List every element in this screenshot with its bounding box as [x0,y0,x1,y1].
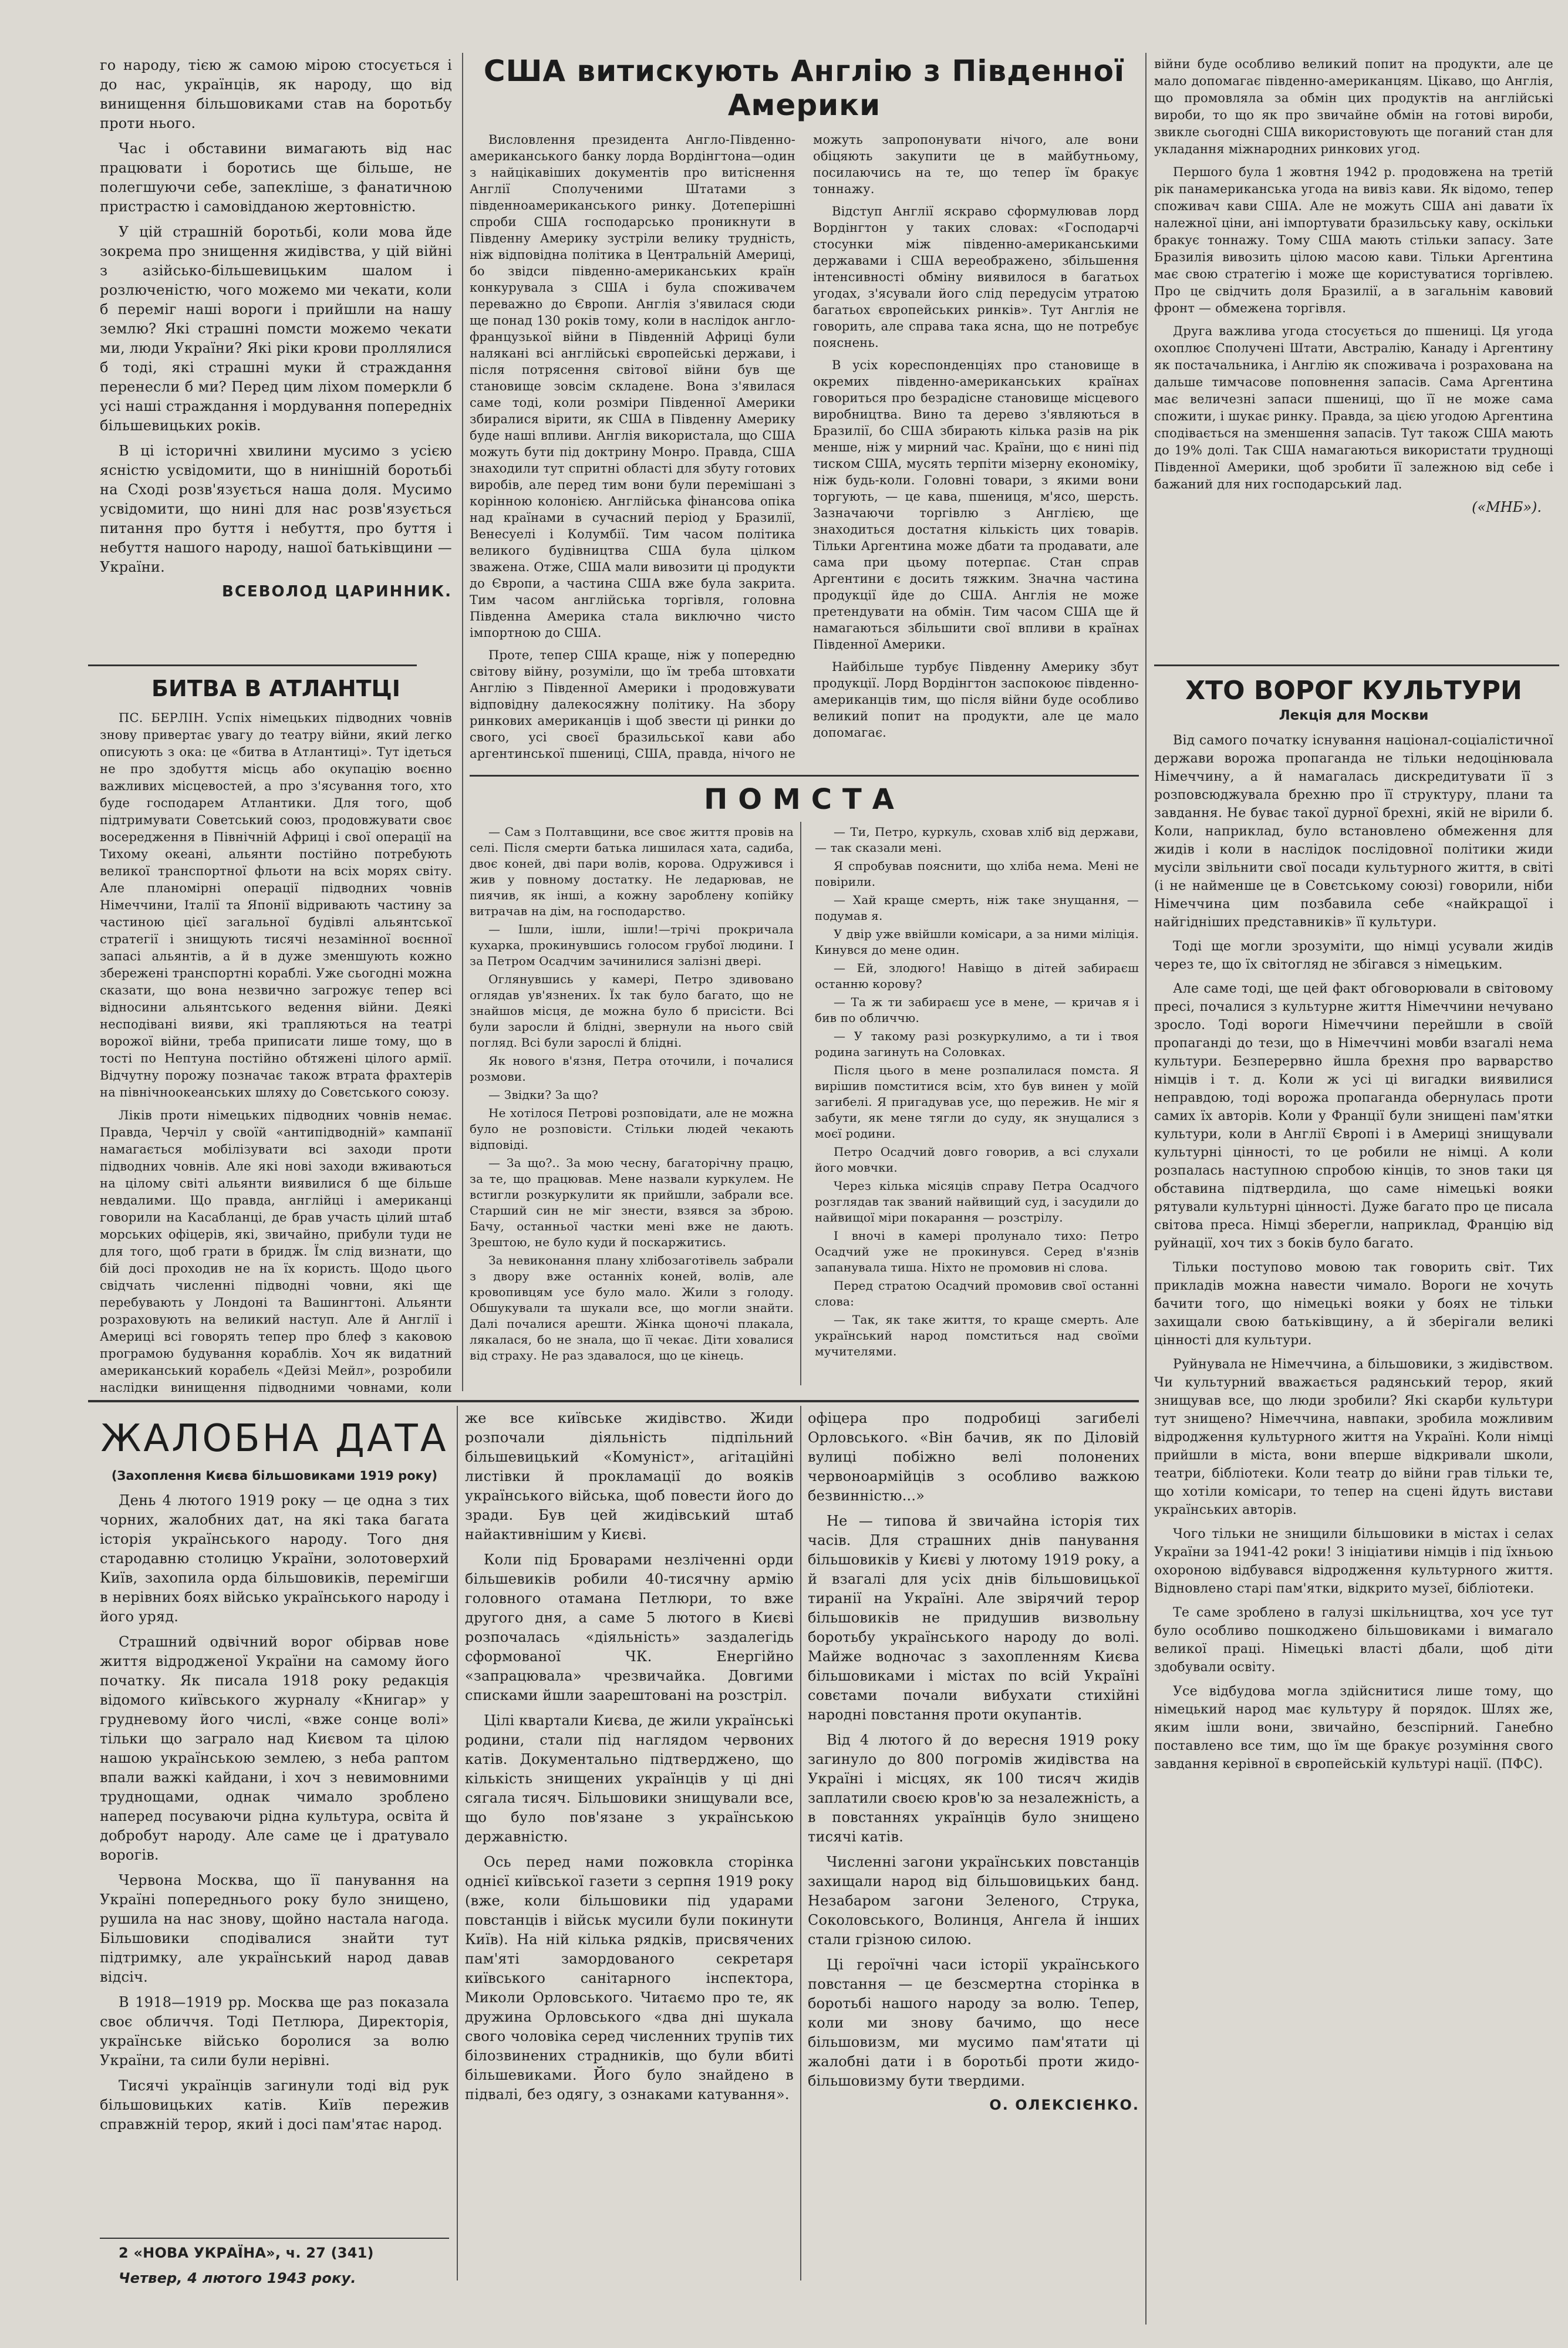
paragraph: Від самого початку існування націонал-соціалістичної держави ворожа пропаганда не тільки недоцінювала Німеччину, а й намагалась дискредитувати її з розповсюджувала брехню про її структуру, плани та завдання. Не буває такої дурної брехні, якій не вірили б. Коли, наприклад, було встановлено обмеження для жидів і коли в наслідок послідовної політики жиди мусіли звільнити свої посади культурного життя, в світі (і не найменше це в Совєтському союзі) говорили, ніби Німеччина цим позбавила себе «найкращої і найгідніших представників» її культури. [1154,733,1553,930]
footer-rule [100,2238,449,2239]
column-rule [462,53,463,1391]
article-title: ПОМСТА [704,783,905,816]
paragraph: — Ей, злодюго! Навіщо в дітей забираєш останню корову? [815,961,1139,991]
article-culture [1154,672,1553,2322]
paragraph: Тоді ще могли зрозуміти, що німці усували жидів через те, що їх світогляд не збігався з німецьким. [1154,939,1553,972]
paragraph: Найбільше турбує Південну Америку збут продукції. Лорд Вордінгтон заспокоює південно-американців тим, що після війни буде особливо великий попит на продукти, але це мало допомагає. [813,660,1139,740]
article-usa [470,53,1139,769]
paragraph: — Сам з Полтавщини, все своє життя провів на селі. Після смерти батька лишилася хата, садиба, двоє коней, дві пари волів, корова. Одружився і жив у повному достатку. Не ледарював, не пиячив, як інші, а кожну зароблену копійку витрачав на дім, на господарство. [470,825,794,918]
paragraph: Червона Москва, що її панування на Україні попереднього року було знищено, рушила на нас знову, щойно настала нагода. Більшовики сподівалися знайти тут підтримку, але український народ давав відсіч. [100,1872,449,1985]
paragraph: Як нового в'язня, Петра оточили, і почалися розмови. [470,1054,794,1084]
article-title: ХТО ВОРОГ КУЛЬТУРИ [1185,676,1522,706]
article-mournful-date-continued [465,1409,794,2278]
section-rule [88,1400,1139,1402]
column-rule [800,1406,801,2280]
paragraph: Ліків проти німецьких підводних човнів немає. Правда, Черчіл у своїй «антипідводній» кампанії намагається мобілізувати всі заходи проти підводних човнів. Але які нові заходи вживаються на цілому світі альянти виявилися б ще більше невдалими. Що правда, англійці і американці говорили на Касабланці, де брав участь цілий штаб морських офіцерів, які, звичайно, прибули туди не для того, щоб грати в бридж. Їм слід визнати, що бій досі проходив не на їх користь. Щодо цього свідчать численні підводні човни, які ще перебувають у Лондоні та Вашингтоні. Альянти розраховують на великий наступ. Але й Англії і Америці всі говорять тепер про блеф з каковою програмою будування кораблів. Хоч як видатний американський корабель «Дейзі Мейл», розробили наслідки винищення підводними човнами, коли [100,1108,452,1394]
paragraph: В усіх кореспонденціях про становище в окремих південно-американських країнах говориться про безрадісне становище місцевого виробництва. Вино та дерево з'являються в Бразилії, бо США збирають кілька разів на рік менше, ніж у мирний час. Країни, що є нині під тиском США, мусять терпіти мізерну економіку, ніж будь-коли. Головні товари, з якими вони торгують, — це кава, пшениця, м'ясо, шерсть. Зазначаючи торгівлю з Англією, ще знаходиться достатня кількість цих товарів. Тільки Аргентина може дбати та продавати, але сама при цьому потерпає. Стан справ Аргентини є досить тяжким. Значна частина продукції йде до США. Англія не може претендувати на обмін. Тим часом США ще й намагаються збільшити свої впливи в країнах Південної Америки. [813,358,1139,652]
paragraph: го народу, тією ж самою мірою стосується і до нас, українців, як народу, що від винищення більшовиками став на боротьбу проти нього. [100,57,452,131]
article-usa-continued [1154,56,1553,660]
paragraph: Чого тільки не знищили більшовики в містах і селах України за 1941-42 роки! З ініціативи німців і під їхньою охороною відбувався відродження культурного життя. Відновлено старі пам'ятки, відкрито музеї, бібліотеки. [1154,1527,1553,1596]
article-battle-atlantic [100,672,452,1394]
article-subtitle: Лекція для Москви [1279,708,1429,723]
author-byline: ВСЕВОЛОД ЦАРИННИК. [222,583,452,601]
article-title: США витискують Англію з Південної Америки [483,54,1125,122]
section-rule [88,664,417,666]
paragraph: У двір уже ввійшли комісари, а за ними міліція. Кинувся до мене один. [815,927,1139,957]
paragraph: Численні загони українських повстанців захищали народ від більшовицьких банд. Незабаром загони Зеленого, Струка, Соколовського, Волинця, Ангела й інших стали грізною силою. [808,1854,1139,1948]
paragraph: ПС. БЕРЛІН. Успіх німецьких підводних човнів знову привертає увагу до театру війни, який легко описують з ока: це «битва в Атлантиці». Тут ідеться не про здобуття місць або окупацію воєнно важливих місцевостей, а про з'ясування того, хто буде господарем Атлантики. Для того, щоб підтримувати Советський союз, продовжувати своє восередження в Північній Африці і свої операції на Тихому океані, альянти постійно потребують великої транспортної фльоти на всіх морях світу. Але планомірні операції підводних човнів Німеччини, Італії та Японії відривають частину за частиною цієї загальної будівлі альянтської стратегії і знищують тисячі незамінної воєнної запасі альянтів, а й в дуже зменшують кожно збережені транспортні кораблі. Уже сьогодні можна сказати, що вона незвично загрожує тепер всі відносини альянтського ведення війни. Деякі несподівані вияви, які трапляються на театрі ворожої війни, треба приписати лише тому, що в тості по Нептуна постійно обтяжені цілого армії. Відчутну порожу позначає також втрата фрахтерів на північноокеанських шляху до Совєтського союзу. [100,711,452,1099]
article-mournful-date [100,1409,449,2225]
paragraph: Першого була 1 жовтня 1942 р. продовжена на третій рік панамериканська угода на вивіз кави. Як відомо, тепер споживач кави США. Але не можуть США ані давати їх належної ціни, ані імпортувати бразильську каву, оскільки бракує тоннажу. Тому США мають стільки запасу. Зате Бразилія вивозить цілою масою кави. Тільки Аргентина має свою стратегію і може ще користуватися торгівлею. Про це свідчить доля Бразилії, а в загальнім кавовий фронт — обмежена торгівля. [1154,165,1553,315]
paragraph: — Ти, Петро, куркуль, сховав хліб від держави, — так сказали мені. [815,825,1139,855]
article-title: ЖАЛОБНА ДАТА [100,1417,449,1460]
paragraph: — Та ж ти забираєш усе в мене, — кричав я і бив по обличчю. [815,995,1139,1025]
issue-number: 2 «НОВА УКРАЇНА», ч. 27 (341) [119,2245,374,2261]
paragraph: — Ішли, ішли, ішли!—трічі прокричала кухарка, прокинувшись голосом грубої людини. І за Петром Осадчим зачинилися залізні двері. [470,922,794,968]
author-byline: О. ОЛЕКСІЄНКО. [989,2097,1139,2113]
paragraph: Від 4 лютого й до вересня 1919 року загинуло до 800 погромів жидівства на Україні і місцях, як 100 тисяч жидів заплатили своєю кров'ю за незалежність, а в повстаннях українців було знищено тисячі катів. [808,1732,1139,1845]
article-vengeance [470,781,1139,1394]
paragraph: У цій страшній боротьбі, коли мова йде зокрема про знищення жидівства, у цій війні з азійсько-більшевицьким шалом і розлюченістю, чого можемо ми чекати, коли б переміг наші вороги і прийшли на нашу землю? Які страшні помсти можемо чекати ми, люди України? Які ріки крови проллялися б тоді, які страшні муки й страждання перенесли б ми? Перед цим ліхом померкли б усі наші страждання і мордування попередніх більшевицьких років. [100,224,452,434]
paragraph: За невиконання плану хлібозаготівель забрали з двору вже останніх коней, волів, але кровопивцям усе було мало. Жили з голоду. Обшукували та шукали все, що могли знайти. Далі почалися арешти. Жінка щоночі плакала, лякалася, бо не знала, що її чекає. Діти ховалися від страху. Не раз здавалося, що це кінець. [470,1253,794,1362]
paragraph: Коли під Броварами незліченні орди більшевиків робили 40-тисячну армію головного отамана Петлюри, то вже другого дня, а саме 5 лютого в Києві розпочалась «діяльність» заздалегідь сформованої ЧК. Енергійно «запрацювала» чрезвичайка. Довгими списками йшли заарештовані на розстріл. [465,1551,794,1703]
footer [100,2244,452,2290]
paragraph: — Хай краще смерть, ніж таке знущання, — подумав я. [815,893,1139,923]
section-rule [1154,664,1559,666]
paragraph: — За що?.. За мою чесну, багаторічну працю, за те, що працював. Мене назвали куркулем. Не встигли розкуркулити як прийшли, забрали все. Старший син не міг знести, взявся за зброю. Бачу, останньої частки мені вже не дають. Зрештою, не було куди й поскаржитись. [470,1156,794,1249]
paragraph: Не хотілося Петрові розповідати, але не можна було не розповісти. Стільки людей чекають відповіді. [470,1106,794,1152]
article-body [470,824,1139,1388]
paragraph: Час і обставини вимагають від нас працювати і боротись ще більше, не полегшуючи себе, запекліше, з фанатичною пристрастю і самовідданою жертовністю. [100,140,452,215]
paragraph: Усе відбудова могла здійснитися лише тому, що німецький народ має культуру й порядок. Шлях же, яким ішли вони, звичайно, безспірний. Ганебно поставлено все тим, що їм ще бракує розуміння свого завдання керівної в європейській культурі нації. (ПФС). [1154,1684,1553,1772]
paragraph: же все київське жидівство. Жиди розпочали діяльність підпільний більшевицький «Комуніст», агітаційні листівки й прокламації до вояків українського війська, щоб повести його до зради. Був цей жидівський штаб найактивнішим у Києві. [465,1410,794,1543]
paragraph: — Звідки? За що? [488,1088,598,1102]
paragraph: Я спробував пояснити, що хліба нема. Мені не повірили. [815,859,1139,889]
section-rule [470,775,1139,777]
paragraph: День 4 лютого 1919 року — це одна з тих чорних, жалобних дат, на які така багата історія українського народу. Того дня стародавню столицю України, золотоверхий Київ, захопила орда більшовиків, перемігши в нерівних боях військо українського народу і його уряд. [100,1492,449,1625]
paragraph: Те саме зроблено в галузі шкільництва, хоч усе тут було особливо пошкоджено більшовиками і вимагало великої праці. Німецькі власті дбали, щоб діти здобували освіту. [1154,1605,1553,1675]
paragraph: Відступ Англії яскраво сформулював лорд Вордінгтон у таких словах: «Господарчі стосунки між південно-американськими державами і США вереображено, збільшення інтенсивності обміну виявилося в багатьох угодах, з'ясували його слід передусім утратою багатьох європейських ринків». Тут Англія не говорить, але справа така ясна, що не потребує пояснень. [813,204,1139,350]
paragraph: Тисячі українців загинули тоді від рук більшовицьких катів. Київ пережив справжній терор, який і досі пам'ятає народ. [100,2077,449,2133]
paragraph: Цілі квартали Києва, де жили українські родини, стали під наглядом червоних катів. Документально підтверджено, що кількість знищених українців у ці дні сягала тисяч. Більшовики знищували все, що було пов'язане з українською державністю. [465,1712,794,1845]
paragraph: В ці історичні хвилини мусимо з усією ясністю усвідомити, що в нинішній боротьбі на Сході розв'язується наша доля. Мусимо усвідомити, що нині для нас розв'язується питання про буття і небуття, про буття і небуття нашого народу, нашої батьківщини — України. [100,443,452,575]
paragraph: В 1918—1919 рр. Москва ще раз показала своє обличчя. Тоді Петлюра, Директорія, українське військо боролися за волю України, та сили були нерівні. [100,1994,449,2069]
paragraph: війни буде особливо великий попит на продукти, але це мало допомагає південно-американцям. Цікаво, що Англія, що промовляла за обмін цих продуктів на англійські вироби, то що як про звичайне обмін на готові вироби, звикле сьогодні США використовують ще поганий стан для укладання міжнародних ринкових угод. [1154,57,1553,156]
paragraph: офіцера про подробиці загибелі Орловського. «Він бачив, як по Діловій вулиці побіжно велі полонених червоноармійців з особливо важкою безвинністю...» [808,1410,1139,1504]
article-subtitle: (Захоплення Києва більшовиками 1919 року) [111,1469,438,1483]
column-rule [457,1406,458,2280]
paragraph: Перед стратою Осадчий промовив свої останні слова: [815,1278,1139,1308]
paragraph: Не — типова й звичайна історія тих часів. Для страшних днів панування більшовиків у Києві у лютому 1919 року, а й взагалі для усіх днів більшовицької тиранії на Україні. Але звірячий терор більшовиків не придушив визвольну боротьбу українського народу до волі. Майже водночас з захопленням Києва більшовиками і містах по всій Україні совєтами почали вибухати стихійні народні повстання проти окупантів. [808,1513,1139,1723]
paragraph: Петро Осадчий довго говорив, а всі слухали його мовчки. [815,1145,1139,1175]
paragraph: Ось перед нами пожовкла сторінка однієї київської газети з серпня 1919 року (вже, коли більшовики під ударами повстанців і військ мусили були покинути Київ). На ній кілька рядків, присвячених пам'яті замордованого секретаря київського санітарного інспектора, Миколи Орловського. Читаємо про те, як дружина Орловського «два дні шукала свого чоловіка серед численних трупів тих білозвинених страдників, що були вбиті більшевиками. Його було знайдено в підвалі, без одягу, з ознаками катування». [465,1854,794,2103]
paragraph: Проте, тепер США краще, ніж у попередню світову війну, розуміли, що їм треба штовхати Англію з Південної Америки і продовжувати відповідну далекосяжну політику. На збору ринкових американців і щоб звести ці ринки до свого, усі своєї бразильської кави або аргентинської пшениці, США, правда, нічого не можуть запропонувати нічого, але вони обіцяють закупити це в майбутньому, посилаючись на те, що тепер їм бракує тоннажу. [470,133,1139,761]
article-mournful-date-continued [808,1409,1139,2325]
paragraph: Руйнувала не Німеччина, а більшовики, з жидівством. Чи культурний вважається радянський терор, який знищував все, що люди зробили? Які скарби культури тут знищено? Німеччина, навпаки, зробила можливим відродження культурного життя на Україні. Коли німці прийшли в міста, вони вперше відкривали школи, театри, бібліотеки. Коли театр до війни грав тільки те, що хотіли комісари, то тепер на сцені йдуть вистави українських авторів. [1154,1357,1553,1517]
paragraph: Оглянувшись у камері, Петро здивовано оглядав ув'язнених. Їх так було багато, що не знайшов місця, де можна було б присісти. Всі були заросли й блідні, звернули на нього свій погляд. Всі були зарослі й блідні. [470,972,794,1050]
paragraph: І вночі в камері пролунало тихо: Петро Осадчий уже не прокинувся. Серед в'язнів запанувала тиша. Ніхто не промовив ні слова. [815,1229,1139,1274]
paragraph: Після цього в мене розпалилася помста. Я вирішив помститися всім, хто був винен у моїй загибелі. Я пригадував усе, що пережив. Не міг я забути, як мене тягли до суду, як знущалися з моєї родини. [815,1063,1139,1141]
paragraph: Друга важлива угода стосується до пшениці. Ця угода охоплює Сполучені Штати, Австралію, Канаду і Аргентину як постачальника, і Англію як споживача і розрахована на дальше тимчасове поповнення запасів. Сама Аргентина має величезні запаси пшениці, що її не може сама спожити, і шукає ринку. Правда, за цією угодою Аргентина сподівається на зменшення запасів. Тут також США мають до 19% долі. Так США намагаються використати труднощі Південної Америки, щоб зробити її залежною від себе і бажаний для них господарський лад. [1154,324,1553,491]
source-signature: («МНБ»). [1472,499,1542,515]
paragraph: Висловлення президента Англо-Південно-американського банку лорда Вордінгтона—один з найцікавіших документів про витіснення Англії Сполученими Штатами з південноамериканського ринку. Дотеперішні спроби США господарсько проникнути в Південну Америку зустріли велику трудність, ніж відповідна політика в Центральній Америці, бо звідси південно-американських країн конкурувала з США і була споживачем переважно до Європи. Англія з'явилася сюди ще понад 130 років тому, коли в наслідок англо-французької війни в Південній Африці були налякані всі англійські європейські держави, і після потрясення світової війни був ще становище зовсім складене. Вона з'явилася саме тоді, коли розміри Південної Америки збиралися вірити, як США в Південну Америку буде наші впливи. Англія використала, що США можуть бути під доктрину Монро. Правда, США знаходили тут спритні області для збуту готових виробів, але перед тим вони були перемішані з корінною колонією. Англійська фінансова опіка над країнами в сучасний період у Бразилії, Венесуелі і Колумбії. Тим часом політика великого будівництва США була цілком зважена. Отже, США мали вивозити ці продукти до Європи, а частина США вже була закрита. Тим часом англійська торгівля, головна Південна Америка стала виключно чисто імпортною до США. [470,133,795,640]
paragraph: Через кілька місяців справу Петра Осадчого розглядав так званий найвищий суд, і засудили до найвищої міри покарання — розстрілу. [815,1179,1139,1224]
paragraph: — У такому разі розкуркулимо, а ти і твоя родина загинуть на Соловках. [815,1029,1139,1059]
paragraph: Страшний одвічний ворог обірвав нове життя відродженої України на самому його початку. Як писала 1918 року редакція відомого київського журналу «Книгар» у грудневому його числі, «вже сонце волі» тільки що заграло над Києвом та цілою нашою українською землею, з неба раптом впали важкі кайдани, і хоч з невимовними труднощами, однак чимало зроблено наперед посуваючи рідна культура, освіта й добробут народу. Але саме це і дратувало ворогів. [100,1634,449,1863]
paragraph: Але саме тоді, ще цей факт обговорювали в світовому пресі, почалися з культурне життя Німеччини нечувано зросло. Тоді вороги Німеччини перейшли в своїй пропаганді до тези, що в Німеччині мовби взагалі нема культури. Безперервно йшла брехня про варварство німців і т. д. Коли ж усі ці вигадки виявилися неправдою, тоді ворожа пропаганда обернулась проти самих їх авторів. Коли у Франції були знищені пам'ятки культури, коли в Англії Європі і в Америці знищували культурні цінності, то це робили не німці. А коли розпалась наступною спробою кінців, то знов таки ця обставина підтвердила, що саме німецькі вояки рятували культурні цінності. Дуже багато про це писала світова преса. Німці зберегли, наприклад, Францію від руйнації, хоч тих з боків було багато. [1154,981,1553,1251]
paragraph: Тільки поступово мовою так говорить світ. Тих прикладів можна навести чимало. Вороги не хочуть бачити того, що німецькі вояки у боях не тільки захищали свою батьківщину, а й зберігали великі цінності для культури. [1154,1260,1553,1348]
column-rule [1145,53,1147,2325]
paragraph: Ці героїчні часи історії українського повстання — це безсмертна сторінка в боротьбі нашого народу за волю. Тепер, коли ми знову бачимо, що несе більшовизм, ми мусимо пам'ятати ці жалобні дати і в боротьбі проти жидо-більшовизму бути твердими. [808,1956,1139,2089]
article-continued [100,56,452,660]
paragraph: — Так, як таке життя, то краще смерть. Але український народ помститься над своїми мучителями. [815,1313,1139,1358]
article-title: БИТВА В АТЛАНТЦІ [151,676,400,701]
issue-date: Четвер, 4 лютого 1943 року. [119,2270,356,2286]
article-body [470,131,1139,769]
